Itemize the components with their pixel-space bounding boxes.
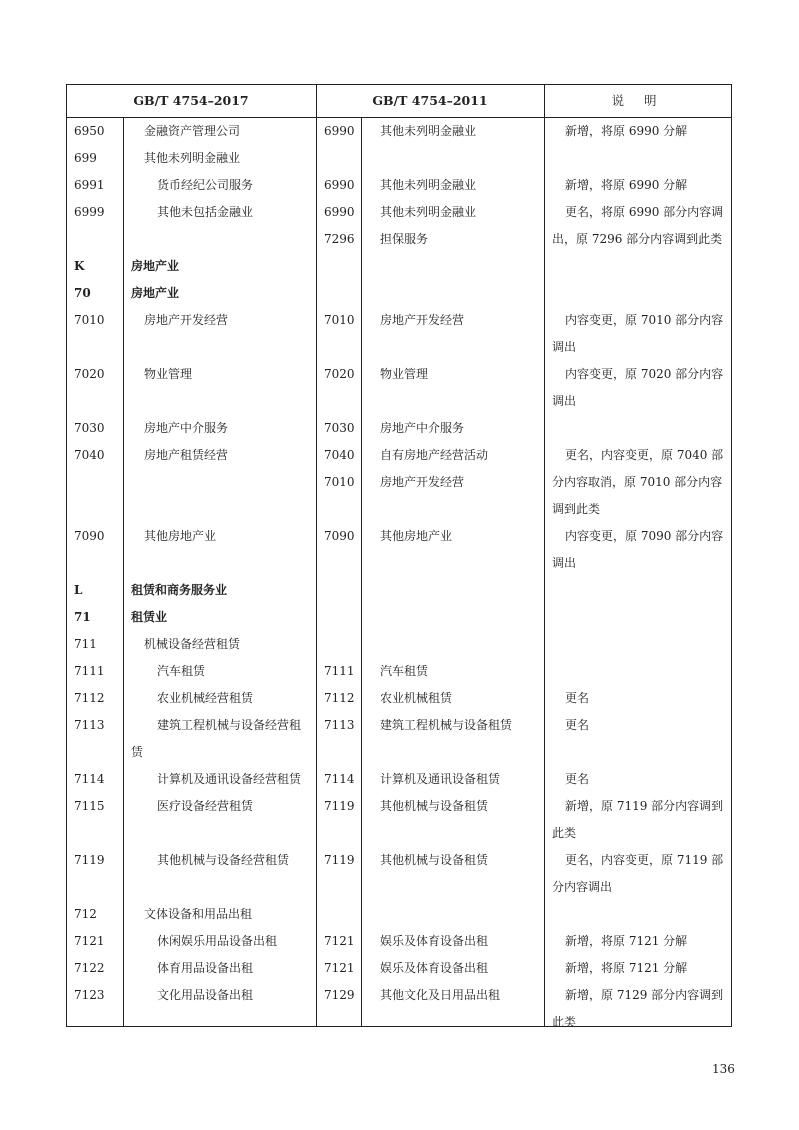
note: 新增，将原 7121 分解	[565, 934, 688, 948]
code-2017: 7112	[74, 691, 105, 705]
column-divider-name-2011	[361, 117, 362, 1027]
column-divider-name-2017	[123, 117, 124, 1027]
name-2011: 房地产中介服务	[380, 421, 465, 435]
name-2011: 娱乐及体育设备出租	[380, 934, 489, 948]
code-2017: 7090	[74, 529, 105, 543]
name-2017: 金融资产管理公司	[144, 124, 241, 138]
code-2017: 7123	[74, 988, 105, 1002]
page-number: 136	[712, 1062, 735, 1076]
code-2017: 7119	[74, 853, 105, 867]
name-2017: 其他机械与设备经营租赁	[157, 853, 290, 867]
code-2017: 6991	[74, 178, 105, 192]
code-2011: 7010	[324, 475, 355, 489]
code-2017: 711	[74, 637, 97, 651]
code-2017: 712	[74, 907, 97, 921]
name-2017: 文体设备和用品出租	[144, 907, 253, 921]
name-2017: 其他房地产业	[144, 529, 217, 543]
note: 更名	[565, 772, 590, 786]
name-2017: 其他未包括金融业	[157, 205, 254, 219]
code-2011: 7119	[324, 853, 355, 867]
name-2011: 其他机械与设备租赁	[380, 799, 489, 813]
code-2017: L	[74, 583, 83, 597]
name-2017: 建筑工程机械与设备经营租赁	[131, 718, 302, 759]
code-2017: 7030	[74, 421, 105, 435]
name-2017: 文化用品设备出租	[157, 988, 254, 1002]
code-2011: 7111	[324, 664, 355, 678]
code-2011: 7119	[324, 799, 355, 813]
code-2011: 6990	[324, 178, 355, 192]
name-2011: 房地产开发经营	[380, 313, 465, 327]
code-2011: 7030	[324, 421, 355, 435]
code-2017: K	[74, 259, 85, 273]
code-2017: 6999	[74, 205, 105, 219]
note: 更名，将原 6990 部分内容调出，原 7296 部分内容调到此类	[552, 205, 724, 246]
name-2017: 农业机械经营租赁	[157, 691, 254, 705]
code-2011: 7112	[324, 691, 355, 705]
code-2017: 7115	[74, 799, 105, 813]
code-2017: 70	[74, 286, 91, 300]
header-gb-2017: GB/T 4754–2017	[133, 93, 249, 108]
note: 新增，原 7129 部分内容调到此类	[552, 988, 724, 1029]
name-2017: 货币经纪公司服务	[157, 178, 254, 192]
code-2011: 7090	[324, 529, 355, 543]
code-2011: 7010	[324, 313, 355, 327]
code-2011: 7296	[324, 232, 355, 246]
name-2017: 医疗设备经营租赁	[157, 799, 254, 813]
note: 内容变更，原 7090 部分内容调出	[552, 529, 724, 570]
note: 更名，内容变更，原 7119 部分内容调出	[552, 853, 724, 894]
note: 更名	[565, 691, 590, 705]
code-2017: 7113	[74, 718, 105, 732]
note: 内容变更，原 7020 部分内容调出	[552, 367, 724, 408]
name-2011: 自有房地产经营活动	[380, 448, 489, 462]
code-2011: 7129	[324, 988, 355, 1002]
code-2011: 7113	[324, 718, 355, 732]
code-2017: 7040	[74, 448, 105, 462]
name-2017: 房地产开发经营	[144, 313, 229, 327]
header-gb-2011: GB/T 4754–2011	[372, 93, 488, 108]
name-2011: 娱乐及体育设备出租	[380, 961, 489, 975]
name-2011: 计算机及通讯设备租赁	[380, 772, 501, 786]
name-2017: 体育用品设备出租	[157, 961, 254, 975]
name-2011: 其他未列明金融业	[380, 124, 477, 138]
name-2011: 其他机械与设备租赁	[380, 853, 489, 867]
code-2011: 6990	[324, 205, 355, 219]
name-2017: 租赁业	[131, 610, 168, 624]
name-2011: 其他文化及日用品出租	[380, 988, 501, 1002]
name-2011: 其他未列明金融业	[380, 178, 477, 192]
name-2017: 租赁和商务服务业	[131, 583, 228, 597]
name-2017: 房地产租赁经营	[144, 448, 229, 462]
code-2017: 7010	[74, 313, 105, 327]
code-2011: 7040	[324, 448, 355, 462]
code-2011: 7114	[324, 772, 355, 786]
code-2017: 6950	[74, 124, 105, 138]
name-2011: 汽车租赁	[380, 664, 429, 678]
column-divider-note	[544, 84, 545, 1027]
name-2017: 计算机及通讯设备经营租赁	[157, 772, 302, 786]
code-2017: 7121	[74, 934, 105, 948]
note: 新增，将原 6990 分解	[565, 124, 688, 138]
code-2017: 71	[74, 610, 91, 624]
name-2017: 房地产中介服务	[144, 421, 229, 435]
note: 内容变更，原 7010 部分内容调出	[552, 313, 724, 354]
name-2017: 机械设备经营租赁	[144, 637, 241, 651]
code-2011: 6990	[324, 124, 355, 138]
code-2017: 7114	[74, 772, 105, 786]
name-2011: 房地产开发经营	[380, 475, 465, 489]
code-2011: 7020	[324, 367, 355, 381]
header-note: 说 明	[611, 93, 665, 108]
note: 更名，内容变更，原 7040 部分内容取消，原 7010 部分内容调到此类	[552, 448, 724, 516]
name-2017: 其他未列明金融业	[144, 151, 241, 165]
note: 新增，将原 6990 分解	[565, 178, 688, 192]
name-2017: 物业管理	[144, 367, 193, 381]
name-2011: 其他未列明金融业	[380, 205, 477, 219]
name-2011: 建筑工程机械与设备租赁	[380, 718, 513, 732]
name-2017: 房地产业	[131, 286, 180, 300]
column-divider-2011	[316, 84, 317, 1027]
code-2017: 7111	[74, 664, 105, 678]
code-2017: 7020	[74, 367, 105, 381]
name-2011: 其他房地产业	[380, 529, 453, 543]
note: 更名	[565, 718, 590, 732]
name-2011: 农业机械租赁	[380, 691, 453, 705]
note: 新增，原 7119 部分内容调到此类	[552, 799, 724, 840]
code-2011: 7121	[324, 961, 355, 975]
code-2017: 699	[74, 151, 97, 165]
code-2017: 7122	[74, 961, 105, 975]
code-2011: 7121	[324, 934, 355, 948]
name-2017: 休闲娱乐用品设备出租	[157, 934, 278, 948]
name-2011: 物业管理	[380, 367, 429, 381]
note: 新增，将原 7121 分解	[565, 961, 688, 975]
name-2011: 担保服务	[380, 232, 429, 246]
name-2017: 房地产业	[131, 259, 180, 273]
name-2017: 汽车租赁	[157, 664, 206, 678]
